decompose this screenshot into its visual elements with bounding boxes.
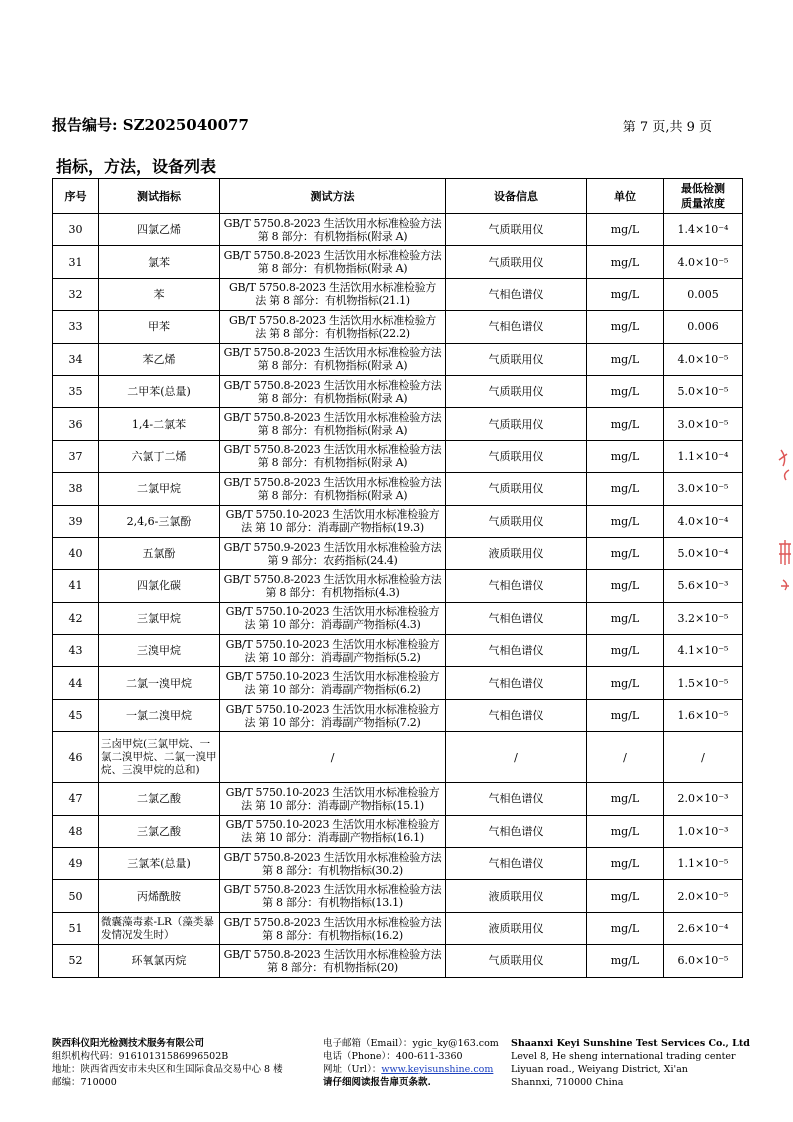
test-method-line2: 法 第 10 部分：消毒副产物指标(15.1)	[241, 798, 424, 812]
company-name-en: Shaanxi Keyi Sunshine Test Services Co., Ltd	[511, 1038, 750, 1049]
row-number: 42	[53, 602, 99, 634]
test-method	[220, 375, 446, 407]
min-detect-conc: 1.1×10⁻⁵	[664, 848, 743, 880]
row-number: 46	[53, 732, 99, 783]
phone: 电话（Phone）：400-611-3360	[323, 1051, 463, 1062]
col-header-indicator: 测试指标	[99, 179, 220, 214]
min-detect-conc: 6.0×10⁻⁵	[664, 945, 743, 977]
table-row	[53, 815, 743, 847]
min-detect-conc: 2.6×10⁻⁴	[664, 912, 743, 944]
test-method-line1: GB/T 5750.10-2023 生活饮用水标准检验方	[225, 785, 440, 799]
test-method-line2: 法 第 10 部分：消毒副产物指标(16.1)	[241, 831, 424, 845]
col-header-unit: 单位	[587, 179, 664, 214]
col-header-method: 测试方法	[220, 179, 446, 214]
table-row	[53, 537, 743, 569]
device-info: /	[446, 732, 587, 783]
unit: mg/L	[587, 408, 664, 440]
table-header-row	[53, 179, 743, 214]
test-method-line2: 法 第 8 部分：有机物指标(21.1)	[255, 294, 410, 308]
device-info: 气相色谱仪	[446, 635, 587, 667]
row-number: 49	[53, 848, 99, 880]
table-row	[53, 246, 743, 278]
test-method-line1: GB/T 5750.8-2023 生活饮用水标准检验方法	[223, 216, 442, 230]
test-method-line2: 第 9 部分：农药指标(24.4)	[267, 553, 398, 567]
test-method-line2: 第 8 部分：有机物指标(附录 A)	[257, 359, 408, 373]
test-method	[220, 912, 446, 944]
unit: mg/L	[587, 635, 664, 667]
min-detect-conc: 3.0×10⁻⁵	[664, 473, 743, 505]
company-name-cn: 陕西科仪阳光检测技术服务有限公司	[52, 1038, 205, 1049]
unit: mg/L	[587, 375, 664, 407]
test-indicator: 三氯苯(总量)	[99, 848, 220, 880]
test-method-line1: GB/T 5750.8-2023 生活饮用水标准检验方法	[223, 915, 442, 929]
table-row	[53, 880, 743, 912]
section-title: 指标，方法，设备列表	[56, 157, 217, 176]
min-detect-conc: 2.0×10⁻⁵	[664, 880, 743, 912]
test-indicator: 二氯一溴甲烷	[99, 667, 220, 699]
test-method-line1: GB/T 5750.8-2023 生活饮用水标准检验方法	[223, 883, 442, 897]
address-cn: 地址：陕西省西安市未央区和生国际食品交易中心 8 楼	[52, 1064, 283, 1075]
device-info: 气质联用仪	[446, 408, 587, 440]
device-info: 液质联用仪	[446, 880, 587, 912]
table-row	[53, 945, 743, 977]
test-indicator: 三氯乙酸	[99, 815, 220, 847]
min-detect-conc: 4.0×10⁻⁴	[664, 505, 743, 537]
unit: mg/L	[587, 440, 664, 472]
unit: mg/L	[587, 945, 664, 977]
min-detect-conc: 1.6×10⁻⁵	[664, 699, 743, 731]
row-number: 52	[53, 945, 99, 977]
min-detect-conc: 1.4×10⁻⁴	[664, 214, 743, 246]
test-method	[220, 278, 446, 310]
device-info: 气相色谱仪	[446, 783, 587, 815]
device-info: 液质联用仪	[446, 537, 587, 569]
test-method-line1: /	[330, 750, 335, 764]
test-method-line2: 第 8 部分：有机物指标(附录 A)	[257, 456, 408, 470]
test-method-line1: GB/T 5750.8-2023 生活饮用水标准检验方法	[223, 346, 442, 360]
table-row	[53, 570, 743, 602]
test-method	[220, 570, 446, 602]
table-row	[53, 699, 743, 731]
test-method-line2: 第 8 部分：有机物指标(30.2)	[262, 863, 403, 877]
test-indicator: 1,4-二氯苯	[99, 408, 220, 440]
min-detect-conc: 3.0×10⁻⁵	[664, 408, 743, 440]
table-row	[53, 440, 743, 472]
test-method	[220, 602, 446, 634]
unit: mg/L	[587, 880, 664, 912]
row-number: 44	[53, 667, 99, 699]
table-row	[53, 343, 743, 375]
test-method-line1: GB/T 5750.8-2023 生活饮用水标准检验方	[228, 313, 436, 327]
unit: mg/L	[587, 667, 664, 699]
table-row	[53, 667, 743, 699]
test-method	[220, 408, 446, 440]
email-value[interactable]: ygic_ky@163.com	[412, 1038, 499, 1049]
unit: mg/L	[587, 505, 664, 537]
table-row	[53, 783, 743, 815]
org-code: 组织机构代码：91610131586996502B	[52, 1051, 229, 1062]
unit: mg/L	[587, 848, 664, 880]
row-number: 51	[53, 912, 99, 944]
device-info: 气质联用仪	[446, 246, 587, 278]
unit: mg/L	[587, 214, 664, 246]
test-method	[220, 311, 446, 343]
min-detect-conc: 3.2×10⁻⁵	[664, 602, 743, 634]
table-row	[53, 473, 743, 505]
test-indicator: 二氯甲烷	[99, 473, 220, 505]
row-number: 35	[53, 375, 99, 407]
min-detect-conc: /	[664, 732, 743, 783]
unit: mg/L	[587, 473, 664, 505]
table-row	[53, 278, 743, 310]
min-detect-conc: 4.0×10⁻⁵	[664, 343, 743, 375]
min-detect-conc: 0.006	[664, 311, 743, 343]
footer-contact-info	[323, 1037, 499, 1089]
test-method-line1: GB/T 5750.10-2023 生活饮用水标准检验方	[225, 508, 440, 522]
min-detect-conc: 4.1×10⁻⁵	[664, 635, 743, 667]
test-method	[220, 635, 446, 667]
postcode: 邮编：710000	[52, 1077, 117, 1088]
min-detect-conc: 5.0×10⁻⁴	[664, 537, 743, 569]
table-row	[53, 848, 743, 880]
test-method-line2: 法 第 10 部分：消毒副产物指标(7.2)	[244, 715, 421, 729]
device-info: 气质联用仪	[446, 440, 587, 472]
device-info: 气质联用仪	[446, 375, 587, 407]
table-row	[53, 635, 743, 667]
test-method-line2: 第 8 部分：有机物指标(附录 A)	[257, 229, 408, 243]
test-method-line1: GB/T 5750.8-2023 生活饮用水标准检验方法	[223, 850, 442, 864]
test-indicator: 五氯酚	[99, 537, 220, 569]
row-number: 45	[53, 699, 99, 731]
row-number: 32	[53, 278, 99, 310]
min-detect-conc: 1.1×10⁻⁴	[664, 440, 743, 472]
min-detect-conc: 5.6×10⁻³	[664, 570, 743, 602]
row-number: 34	[53, 343, 99, 375]
test-indicator: 环氧氯丙烷	[99, 945, 220, 977]
device-info: 液质联用仪	[446, 912, 587, 944]
device-info: 气相色谱仪	[446, 699, 587, 731]
unit: mg/L	[587, 570, 664, 602]
row-number: 41	[53, 570, 99, 602]
email-label: 电子邮箱（Email）：	[323, 1038, 413, 1049]
test-method-line2: 第 8 部分：有机物指标(附录 A)	[257, 391, 408, 405]
test-method-line1: GB/T 5750.8-2023 生活饮用水标准检验方法	[223, 443, 442, 457]
test-method-line1: GB/T 5750.8-2023 生活饮用水标准检验方法	[223, 947, 442, 961]
min-detect-conc: 1.5×10⁻⁵	[664, 667, 743, 699]
test-indicator: 苯乙烯	[99, 343, 220, 375]
test-indicator: 四氯乙烯	[99, 214, 220, 246]
device-info: 气相色谱仪	[446, 848, 587, 880]
test-method-line1: GB/T 5750.10-2023 生活饮用水标准检验方	[225, 702, 440, 716]
test-method-line1: GB/T 5750.8-2023 生活饮用水标准检验方	[228, 281, 436, 295]
test-method-line2: 第 8 部分：有机物指标(附录 A)	[257, 424, 408, 438]
row-number: 37	[53, 440, 99, 472]
device-info: 气相色谱仪	[446, 570, 587, 602]
unit: mg/L	[587, 246, 664, 278]
device-info: 气质联用仪	[446, 343, 587, 375]
seal-stamp-fragment	[773, 440, 793, 600]
test-method	[220, 343, 446, 375]
min-detect-conc: 1.0×10⁻³	[664, 815, 743, 847]
test-indicator: 三溴甲烷	[99, 635, 220, 667]
row-number: 33	[53, 311, 99, 343]
test-indicator: 三卤甲烷(三氯甲烷、一氯二溴甲烷、二氯一溴甲烷、三溴甲烷的总和)	[99, 732, 220, 783]
page-footer	[0, 1037, 793, 1097]
row-number: 39	[53, 505, 99, 537]
col-header-device: 设备信息	[446, 179, 587, 214]
test-method	[220, 880, 446, 912]
test-indicator: 一氯二溴甲烷	[99, 699, 220, 731]
footer-company-en	[511, 1037, 750, 1089]
row-number: 40	[53, 537, 99, 569]
test-method	[220, 473, 446, 505]
row-number: 30	[53, 214, 99, 246]
test-indicator: 三氯甲烷	[99, 602, 220, 634]
test-indicator: 2,4,6-三氯酚	[99, 505, 220, 537]
test-method-line2: 第 8 部分：有机物指标(4.3)	[265, 585, 400, 599]
unit: mg/L	[587, 815, 664, 847]
test-method-line1: GB/T 5750.8-2023 生活饮用水标准检验方法	[223, 475, 442, 489]
test-method-line1: GB/T 5750.10-2023 生活饮用水标准检验方	[225, 670, 440, 684]
test-method-line2: 法 第 10 部分：消毒副产物指标(6.2)	[244, 683, 421, 697]
test-method-line2: 法 第 10 部分：消毒副产物指标(19.3)	[241, 521, 424, 535]
unit: /	[587, 732, 664, 783]
test-method-line2: 第 8 部分：有机物指标(20)	[267, 960, 398, 974]
method-equipment-table	[52, 178, 743, 978]
test-method	[220, 537, 446, 569]
address-en-3: Shannxi, 710000 China	[511, 1077, 624, 1088]
min-detect-conc: 0.005	[664, 278, 743, 310]
device-info: 气相色谱仪	[446, 311, 587, 343]
test-indicator: 四氯化碳	[99, 570, 220, 602]
test-method-line2: 法 第 10 部分：消毒副产物指标(4.3)	[244, 618, 421, 632]
test-method	[220, 732, 446, 783]
page-info: 第 7 页,共 9 页	[622, 120, 712, 135]
col-header-min-conc: 最低检测 质量浓度	[664, 179, 743, 214]
test-method	[220, 945, 446, 977]
test-method-line1: GB/T 5750.8-2023 生活饮用水标准检验方法	[223, 378, 442, 392]
test-indicator: 丙烯酰胺	[99, 880, 220, 912]
test-method-line1: GB/T 5750.10-2023 生活饮用水标准检验方	[225, 818, 440, 832]
test-method	[220, 699, 446, 731]
table-row	[53, 732, 743, 783]
row-number: 50	[53, 880, 99, 912]
test-method-line1: GB/T 5750.8-2023 生活饮用水标准检验方法	[223, 572, 442, 586]
test-method-line1: GB/T 5750.8-2023 生活饮用水标准检验方法	[223, 249, 442, 263]
test-indicator: 甲苯	[99, 311, 220, 343]
unit: mg/L	[587, 602, 664, 634]
unit: mg/L	[587, 699, 664, 731]
notice: 请仔细阅读报告扉页条款.	[323, 1077, 431, 1088]
unit: mg/L	[587, 278, 664, 310]
table-row	[53, 214, 743, 246]
table-row	[53, 408, 743, 440]
test-method	[220, 246, 446, 278]
test-method	[220, 848, 446, 880]
row-number: 48	[53, 815, 99, 847]
test-method-line1: GB/T 5750.8-2023 生活饮用水标准检验方法	[223, 411, 442, 425]
row-number: 47	[53, 783, 99, 815]
row-number: 31	[53, 246, 99, 278]
table-row	[53, 602, 743, 634]
test-indicator: 六氯丁二烯	[99, 440, 220, 472]
table-row	[53, 375, 743, 407]
row-number: 43	[53, 635, 99, 667]
url-label: 网址（Url）：	[323, 1064, 382, 1075]
table-row	[53, 912, 743, 944]
address-en-2: Liyuan road., Weiyang District, Xi'an	[511, 1064, 688, 1075]
unit: mg/L	[587, 311, 664, 343]
unit: mg/L	[587, 537, 664, 569]
test-method-line1: GB/T 5750.9-2023 生活饮用水标准检验方法	[223, 540, 442, 554]
unit: mg/L	[587, 343, 664, 375]
device-info: 气相色谱仪	[446, 667, 587, 699]
row-number: 36	[53, 408, 99, 440]
row-number: 38	[53, 473, 99, 505]
min-detect-conc: 2.0×10⁻³	[664, 783, 743, 815]
test-indicator: 苯	[99, 278, 220, 310]
test-method	[220, 783, 446, 815]
table-row	[53, 311, 743, 343]
min-detect-conc: 4.0×10⁻⁵	[664, 246, 743, 278]
unit: mg/L	[587, 783, 664, 815]
test-method	[220, 214, 446, 246]
test-method-line2: 第 8 部分：有机物指标(附录 A)	[257, 262, 408, 276]
test-method-line1: GB/T 5750.10-2023 生活饮用水标准检验方	[225, 605, 440, 619]
test-method-line2: 法 第 10 部分：消毒副产物指标(5.2)	[244, 650, 421, 664]
device-info: 气质联用仪	[446, 473, 587, 505]
test-method-line1: GB/T 5750.10-2023 生活饮用水标准检验方	[225, 637, 440, 651]
test-method-line2: 第 8 部分：有机物指标(13.1)	[262, 896, 403, 910]
test-method-line2: 第 8 部分：有机物指标(附录 A)	[257, 488, 408, 502]
test-method	[220, 815, 446, 847]
test-method-line2: 第 8 部分：有机物指标(16.2)	[262, 928, 403, 942]
report-header	[52, 114, 712, 136]
col-header-no: 序号	[53, 179, 99, 214]
test-method	[220, 505, 446, 537]
test-indicator: 二甲苯(总量)	[99, 375, 220, 407]
min-detect-conc: 5.0×10⁻⁵	[664, 375, 743, 407]
device-info: 气相色谱仪	[446, 815, 587, 847]
device-info: 气相色谱仪	[446, 278, 587, 310]
test-indicator: 二氯乙酸	[99, 783, 220, 815]
report-number: 报告编号: SZ2025040077	[52, 116, 249, 134]
table-row	[53, 505, 743, 537]
footer-company-info	[52, 1037, 283, 1089]
test-indicator: 氯苯	[99, 246, 220, 278]
device-info: 气质联用仪	[446, 505, 587, 537]
device-info: 气质联用仪	[446, 214, 587, 246]
test-indicator: 微囊藻毒素-LR（藻类暴发情况发生时）	[99, 912, 220, 944]
address-en-1: Level 8, He sheng international trading center	[511, 1051, 736, 1062]
website-link[interactable]: www.keyisunshine.com	[381, 1064, 494, 1075]
device-info: 气相色谱仪	[446, 602, 587, 634]
unit: mg/L	[587, 912, 664, 944]
device-info: 气质联用仪	[446, 945, 587, 977]
test-method	[220, 667, 446, 699]
test-method-line2: 法 第 8 部分：有机物指标(22.2)	[255, 326, 410, 340]
test-method	[220, 440, 446, 472]
